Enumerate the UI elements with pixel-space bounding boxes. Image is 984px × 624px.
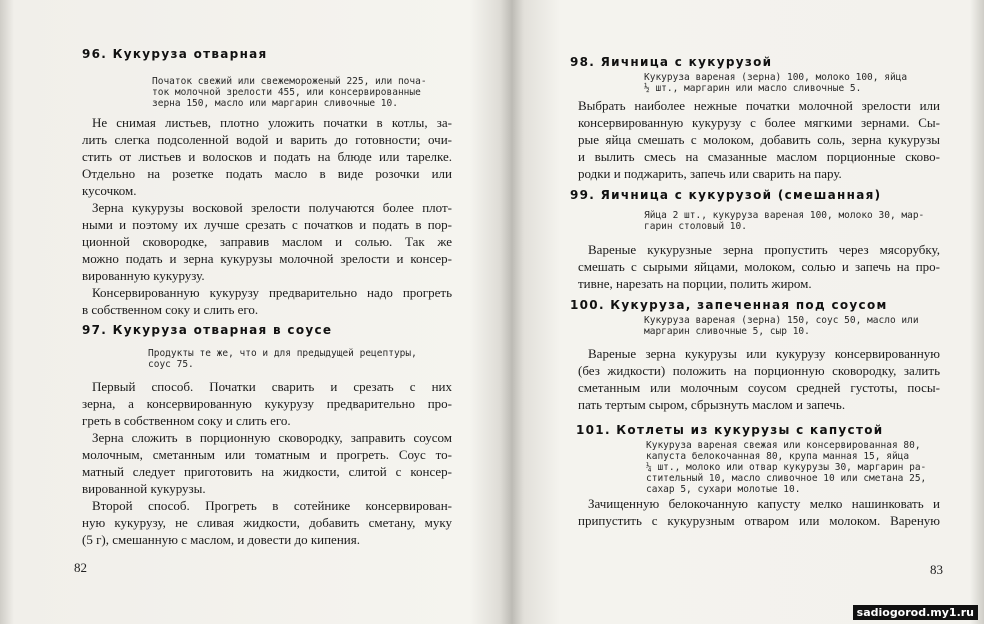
body-line: зерна, а консервированную кукурузу предварительно про- [82, 396, 452, 411]
body-line: консервированную кукурузу с более мягкими зернами. Сы- [578, 115, 940, 130]
body-line: ными и поэтому их лучше срезать с початков и подать в пор- [82, 217, 452, 232]
ingredient-line: Яйца 2 шт., кукуруза вареная 100, молоко 30, мар- [644, 210, 925, 221]
body-line: и вылить смесь на смазанные маслом порционные сково- [578, 149, 940, 164]
ingredient-line: сахар 5, сухари молотые 10. [646, 484, 801, 495]
body-line: можно подать и зерна кукурузы молочной зрелости и консер- [82, 251, 452, 266]
body-line: Выбрать наиболее нежные початки молочной зрелости или [578, 98, 940, 113]
body-line: ционной сковородке, заправив маслом и солью. Так же [82, 234, 452, 249]
page-number: 83 [930, 562, 943, 577]
recipe-100-title: 100. Кукуруза, запеченная под соусом [570, 298, 888, 312]
body-line: лить слегка подсоленной водой и варить до готовности; очи- [82, 132, 452, 147]
ingredient-line: Продукты те же, что и для предыдущей рецептуры, [148, 348, 417, 359]
body-line: ную кукурузу, не сливая жидкости, добавить сметану, муку [82, 515, 452, 530]
ingredient-line: маргарин сливочные 5, сыр 10. [644, 326, 810, 337]
page-number: 82 [74, 560, 87, 575]
left-page [60, 0, 460, 624]
body-line: Зачищенную белокочанную капусту мелко нашинковать и [588, 496, 940, 511]
body-line: в собственном соку и слить его. [82, 302, 259, 317]
recipe-100-ingredients [644, 315, 919, 337]
body-line: припустить с кукурузным отваром или молоком. Вареную [578, 513, 940, 528]
body-line: смешать с сырыми яйцами, молоком, солью и запечь на про- [578, 259, 940, 274]
right-page [570, 0, 950, 624]
recipe-97-ingredients [148, 348, 417, 370]
recipe-98-title: 98. Яичница с кукурузой [570, 55, 773, 69]
ingredient-line: соус 75. [148, 359, 194, 370]
recipe-99-ingredients [644, 210, 924, 232]
recipe-99-title: 99. Яичница с кукурузой (смешанная) [570, 188, 882, 202]
ingredient-line: капуста белокочанная 80, крупа манная 15, яйца [646, 451, 910, 462]
watermark: sadiogorod.my1.ru [853, 605, 978, 620]
body-line: рые яйца смешать с молоком, добавить соль, зерна кукурузы [578, 132, 940, 147]
body-line: сметанным или молочным соусом средней густоты, посы- [578, 380, 940, 395]
ingredient-line: ¼ шт., молоко или отвар кукурузы 30, маргарин ра- [646, 462, 927, 473]
body-line: стить от листьев и волосков и подать на блюде или тарелке. [82, 149, 452, 164]
ingredient-line: ток молочной зрелости 455, или консервированные [152, 87, 421, 98]
body-line: родки и поджарить, запечь или сварить на пару. [578, 166, 842, 181]
ingredient-line: Кукуруза вареная (зерна) 150, соус 50, масло или [644, 315, 919, 326]
body-line: Первый способ. Початки сварить и срезать с них [92, 379, 452, 394]
ingredient-line: гарин столовый 10. [644, 221, 747, 232]
ingredient-line: Кукуруза вареная (зерна) 100, молоко 100, яйца [644, 72, 908, 83]
body-line: Второй способ. Прогреть в сотейнике консервирован- [92, 498, 452, 513]
recipe-101-title: 101. Котлеты из кукурузы с капустой [576, 423, 884, 437]
ingredient-line: Початок свежий или свежемороженый 225, или поча- [152, 76, 427, 87]
recipe-96-title: 96. Кукуруза отварная [82, 47, 268, 61]
body-line: пать тертым сыром, сбрызнуть маслом и запечь. [578, 397, 846, 412]
body-line: кусочком. [82, 183, 137, 198]
body-line: матный следует приготовить на жидкости, слитой с консер- [82, 464, 452, 479]
ingredient-line: стительный 10, масло сливочное 10 или сметана 25, [646, 473, 927, 484]
ingredient-line: Кукуруза вареная свежая или консервированная 80, [646, 440, 921, 451]
body-line: Зерна кукурузы восковой зрелости получаются более плот- [92, 200, 452, 215]
body-line: Отдельно на розетке подать масло в виде розочки или [82, 166, 452, 181]
body-line: вированной кукурузы. [82, 481, 206, 496]
ingredient-line: ½ шт., маргарин или масло сливочные 5. [644, 83, 862, 94]
body-line: (без жидкости) положить на порционную сковородку, залить [578, 363, 940, 378]
body-line: Не снимая листьев, плотно уложить початки в котлы, за- [92, 115, 452, 130]
body-line: греть в собственном соку и слить его. [82, 413, 291, 428]
recipe-96-ingredients [152, 76, 427, 109]
body-line: молочным, сметанным или томатным и прогреть. Соус то- [82, 447, 452, 462]
body-line: Вареные кукурузные зерна пропустить через мясорубку, [588, 242, 940, 257]
ingredient-line: зерна 150, масло или маргарин сливочные 10. [152, 98, 398, 109]
body-line: Консервированную кукурузу предварительно надо прогреть [92, 285, 452, 300]
recipe-97-title: 97. Кукуруза отварная в соусе [82, 323, 333, 337]
recipe-98-ingredients [644, 72, 907, 94]
body-line: Зерна сложить в порционную сковородку, заправить соусом [92, 430, 452, 445]
body-line: Вареные зерна кукурузы или кукурузу консервированную [588, 346, 940, 361]
body-line: вированную кукурузу. [82, 268, 205, 283]
body-line: тивне, нарезать на порции, полить жиром. [578, 276, 812, 291]
recipe-101-ingredients [646, 440, 926, 495]
body-line: (5 г), смешанную с маслом, и довести до кипения. [82, 532, 360, 547]
